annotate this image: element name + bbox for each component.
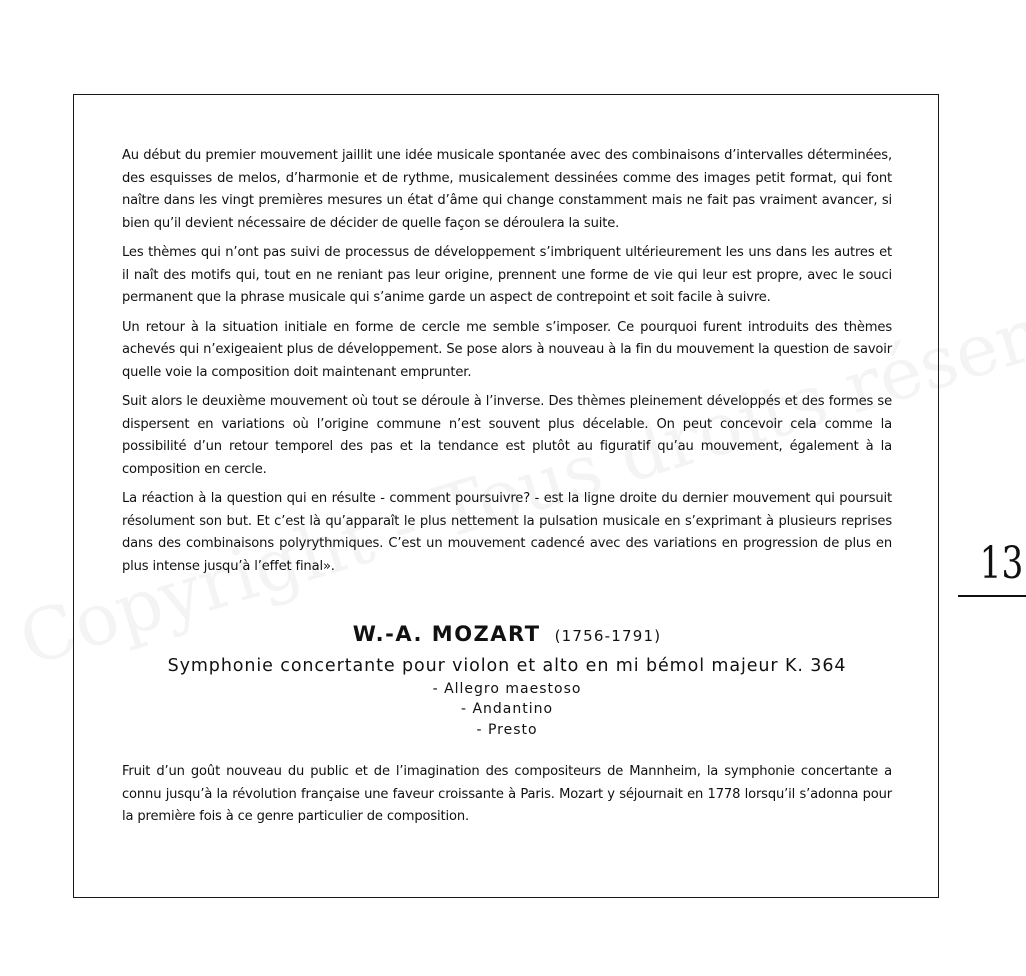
page-content (122, 145, 892, 836)
movement-item: - Andantino (460, 701, 554, 717)
movement-item: - Allegro maestoso (432, 680, 582, 697)
composer-name: W.-A. MOZART (352, 622, 541, 646)
composer-years: (1756-1791) (554, 627, 662, 645)
paragraph-5: La réaction à la question qui en résulte - comment poursuivre? - est la ligne droite du dernier mouvement qui poursuit résolument son but. Et c’est là qu’apparaît le plus nettement la pulsation musicale en s’exprimant à plusieurs reprises dans des combinaisons polyrythmiques. C’est un mouvement cadencé avec des variations en progression de plus en plus intense jusqu’à l’effet final». (122, 491, 892, 574)
work-title: Symphonie concertante pour violon et alto en mi bémol majeur K. 364 (167, 655, 847, 676)
page-number-rule (958, 595, 1026, 597)
closing-paragraph: Fruit d’un goût nouveau du public et de l’imagination des compositeurs de Mannheim, la symphonie concertante a connu jusqu’à la révolution française une faveur croissante à Paris. Mozart y séjournait en 1778 lorsqu’il s’adonna pour la première fois à ce genre particulier de composition. (122, 764, 892, 824)
paragraph-3: Un retour à la situation initiale en forme de cercle me semble s’imposer. Ce pourquoi furent introduits des thèmes achevés qui n’exigeaient plus de développement. Se pose alors à nouveau à la fin du mouvement la question de savoir quelle voie la composition doit maintenant emprunter. (122, 319, 892, 380)
paragraph-2: Les thèmes qui n’ont pas suivi de processus de développement s’imbriquent ultérieurement les uns dans les autres et il naît des motifs qui, tout en ne reniant pas leur origine, prennent une forme de vie qui leur est propre, avec le souci permanent que la phrase musicale qui s’anime garde un aspect de contrepoint et soit facile à suivre. (122, 245, 892, 305)
page-number: 13 (979, 538, 1024, 589)
composer-heading (122, 623, 892, 650)
paragraph-4: Suit alors le deuxième mouvement où tout se déroule à l’inverse. Des thèmes pleinement développés et des formes se dispersent en variations où l’origine commune n’est souvent plus décelable. On peut concevoir cela comme la possibilité d’un retour temporel des pas et la tendance est plutôt au figuratif qu’au mouvement, également à la composition en cercle. (122, 394, 892, 477)
movement-list (122, 679, 892, 741)
movement-item: - Presto (476, 721, 538, 738)
paragraph-1: Au début du premier mouvement jaillit une idée musicale spontanée avec des combinaisons d’intervalles déterminées, des esquisses de melos, d’harmonie et de rythme, musicalement dessinées comme des images petit format, qui font naître dans les vingt premières mesures un état d’âme qui change constamment mais ne fait pas vraiment avancer, si bien qu’il devient nécessaire de décider de quelle façon se déroulera la suite. (122, 148, 892, 231)
